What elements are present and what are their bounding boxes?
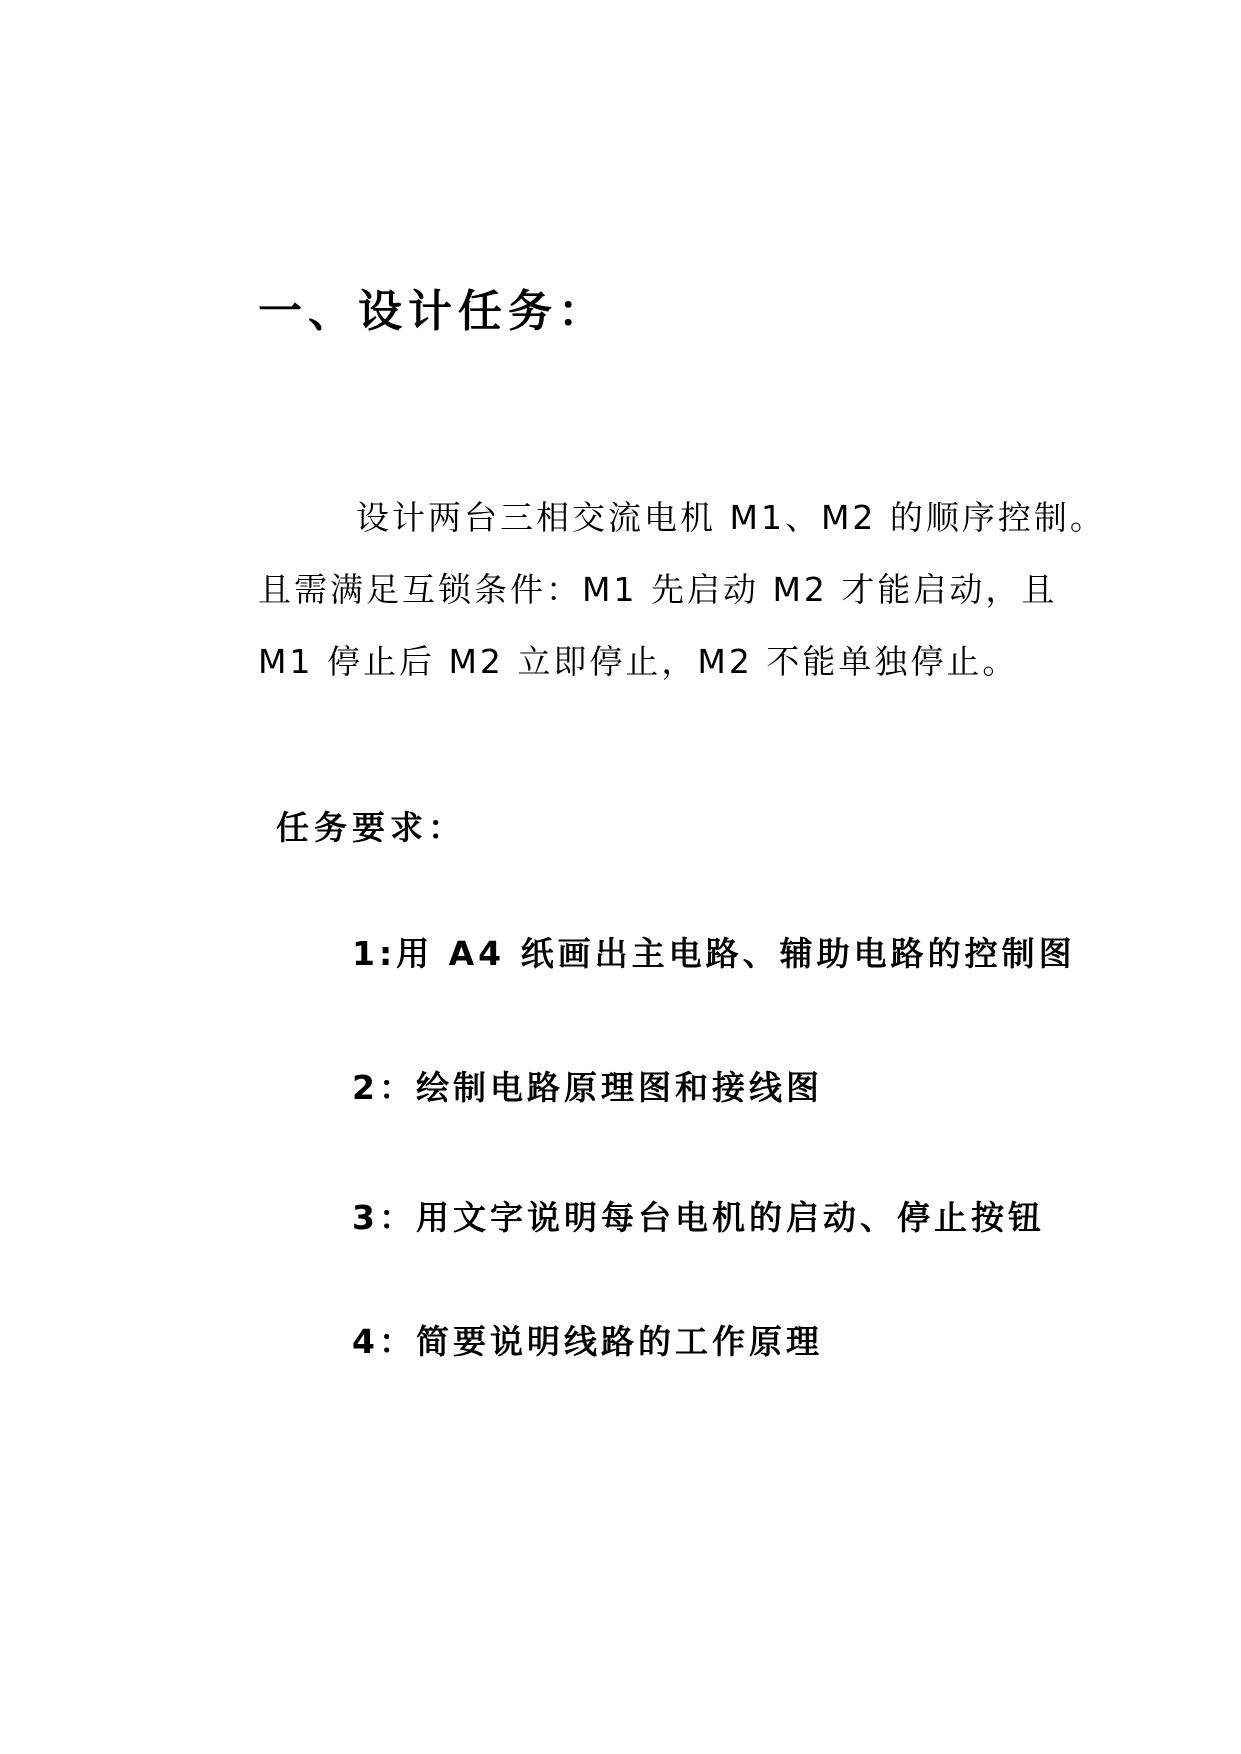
task-description — [258, 482, 1106, 698]
requirement-item: 2：绘制电路原理图和接线图 — [352, 1068, 823, 1107]
requirements-heading: 任务要求： — [276, 808, 466, 847]
requirement-item: 1:用 A4 纸画出主电路、辅助电路的控制图 — [352, 934, 1076, 973]
task-description-line: 且需满足互锁条件：M1 先启动 M2 才能启动，且 — [258, 570, 1058, 609]
task-description-line: 设计两台三相交流电机 M1、M2 的顺序控制。 — [356, 498, 1106, 537]
requirement-item: 3：用文字说明每台电机的启动、停止按钮 — [352, 1198, 1045, 1237]
section-heading: 一、设计任务： — [258, 286, 608, 337]
requirement-item: 4：简要说明线路的工作原理 — [352, 1322, 823, 1361]
task-description-line: M1 停止后 M2 立即停止，M2 不能单独停止。 — [258, 642, 1019, 681]
